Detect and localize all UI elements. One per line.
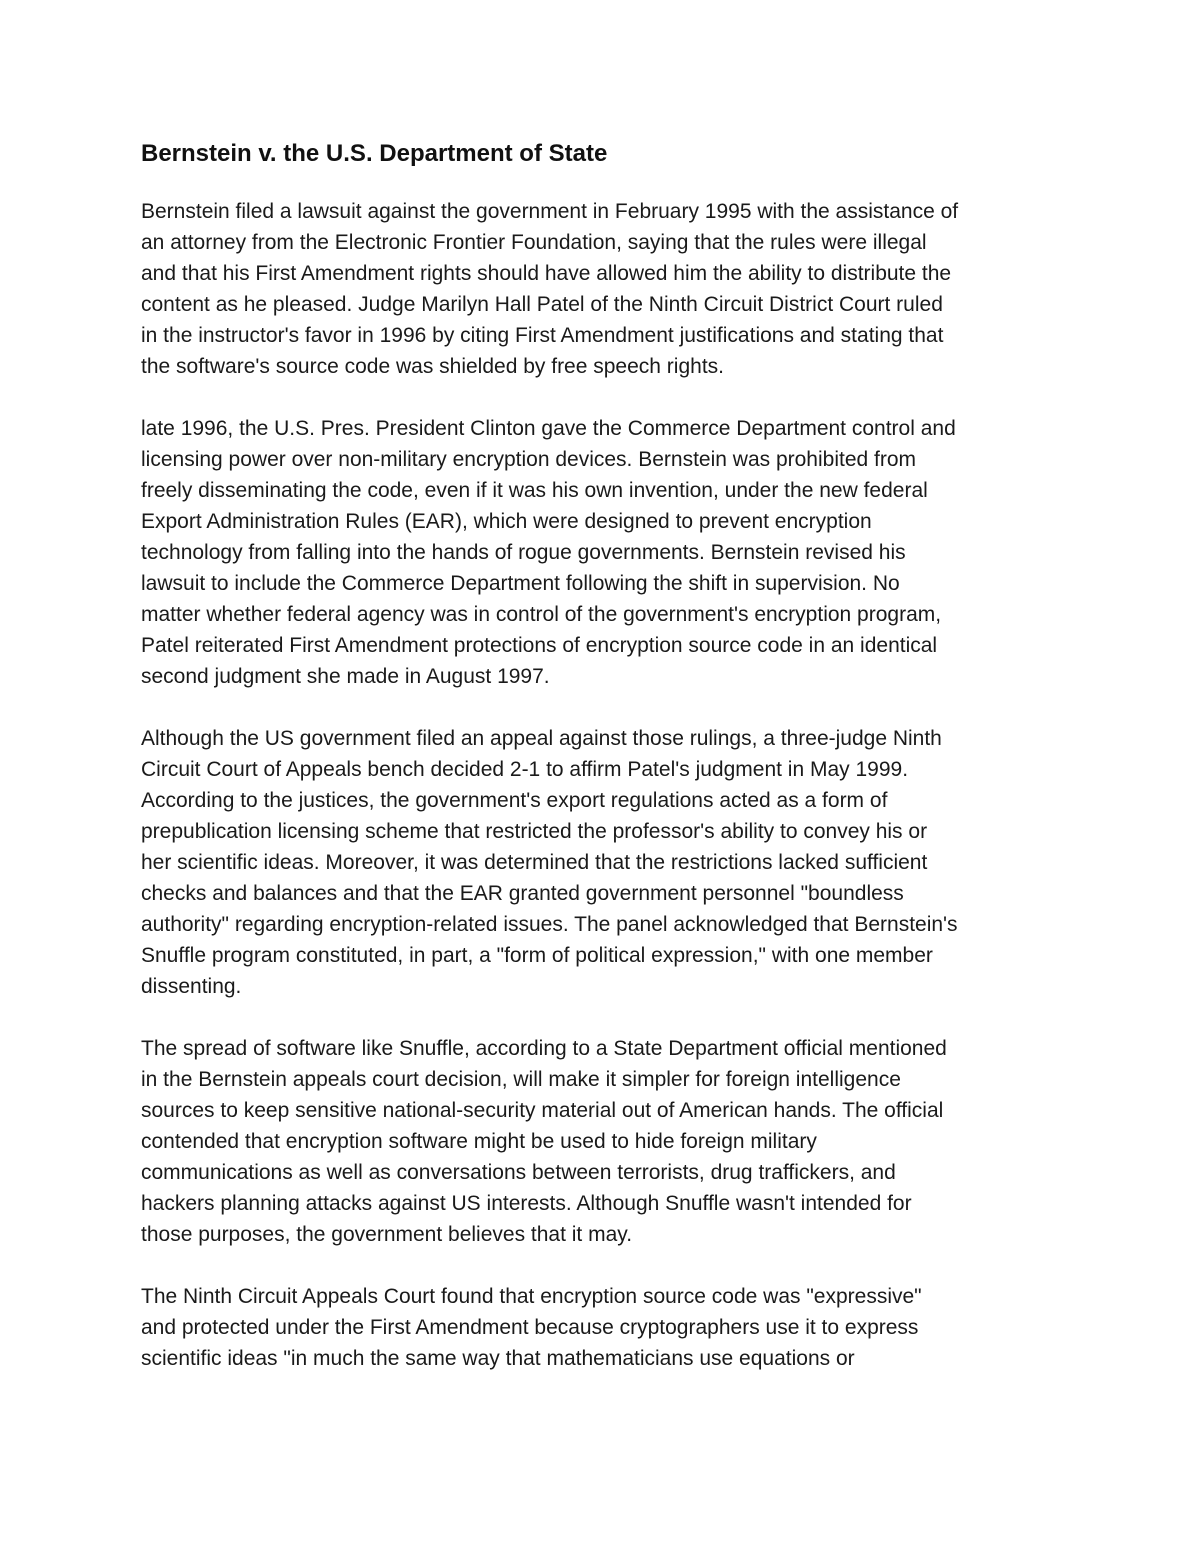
text-line: content as he pleased. Judge Marilyn Hall Patel of the Ninth Circuit District Court ruled (141, 293, 943, 316)
text-line: late 1996, the U.S. Pres. President Clinton gave the Commerce Department control and (141, 417, 956, 440)
text-line: scientific ideas "in much the same way that mathematicians use equations or (141, 1347, 855, 1370)
paragraph-3 (141, 723, 1071, 1002)
text-line: the software's source code was shielded by free speech rights. (141, 355, 724, 378)
text-line: licensing power over non-military encryption devices. Bernstein was prohibited from (141, 448, 917, 471)
document-title: Bernstein v. the U.S. Department of State (141, 140, 608, 167)
text-line: prepublication licensing scheme that restricted the professor's ability to convey his or (141, 820, 928, 843)
text-line: sources to keep sensitive national-security material out of American hands. The official (141, 1099, 944, 1122)
text-line: technology from falling into the hands of rogue governments. Bernstein revised his (141, 541, 906, 564)
document-page (141, 138, 1071, 1405)
text-line: Snuffle program constituted, in part, a "form of political expression," with one member (141, 944, 933, 967)
paragraph-4 (141, 1033, 1071, 1250)
text-line: According to the justices, the government's export regulations acted as a form of (141, 789, 888, 812)
text-line: matter whether federal agency was in control of the government's encryption program, (141, 603, 942, 626)
text-line: Although the US government filed an appeal against those rulings, a three-judge Ninth (141, 727, 942, 750)
text-line: Bernstein filed a lawsuit against the government in February 1995 with the assistance of (141, 200, 959, 223)
text-line: in the instructor's favor in 1996 by citing First Amendment justifications and stating that (141, 324, 944, 347)
paragraph-1 (141, 196, 1071, 382)
text-line: and that his First Amendment rights should have allowed him the ability to distribute the (141, 262, 952, 285)
text-line: freely disseminating the code, even if it was his own invention, under the new federal (141, 479, 928, 502)
text-line: The spread of software like Snuffle, according to a State Department official mentioned (141, 1037, 947, 1060)
text-line: lawsuit to include the Commerce Department following the shift in supervision. No (141, 572, 900, 595)
text-line: an attorney from the Electronic Frontier Foundation, saying that the rules were illegal (141, 231, 927, 254)
text-line: dissenting. (141, 975, 242, 998)
text-line: authority" regarding encryption-related issues. The panel acknowledged that Bernstein's (141, 913, 958, 936)
text-line: checks and balances and that the EAR granted government personnel "boundless (141, 882, 904, 905)
paragraph-2 (141, 413, 1071, 692)
text-line: and protected under the First Amendment because cryptographers use it to express (141, 1316, 919, 1339)
text-line: communications as well as conversations between terrorists, drug traffickers, and (141, 1161, 896, 1184)
text-line: in the Bernstein appeals court decision, will make it simpler for foreign intelligence (141, 1068, 901, 1091)
text-line: contended that encryption software might be used to hide foreign military (141, 1130, 817, 1153)
text-line: The Ninth Circuit Appeals Court found that encryption source code was "expressive" (141, 1285, 922, 1308)
paragraph-5 (141, 1281, 1071, 1374)
text-line: Circuit Court of Appeals bench decided 2-1 to affirm Patel's judgment in May 1999. (141, 758, 909, 781)
text-line: Export Administration Rules (EAR), which were designed to prevent encryption (141, 510, 872, 533)
text-line: those purposes, the government believes that it may. (141, 1223, 633, 1246)
text-line: second judgment she made in August 1997. (141, 665, 550, 688)
text-line: hackers planning attacks against US interests. Although Snuffle wasn't intended for (141, 1192, 912, 1215)
text-line: Patel reiterated First Amendment protections of encryption source code in an identical (141, 634, 938, 657)
text-line: her scientific ideas. Moreover, it was determined that the restrictions lacked sufficient (141, 851, 928, 874)
